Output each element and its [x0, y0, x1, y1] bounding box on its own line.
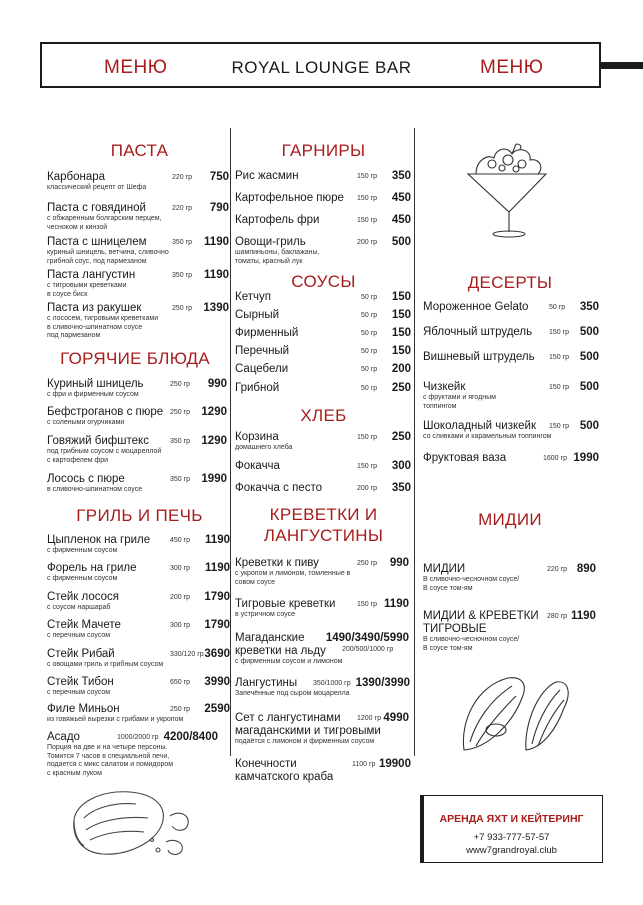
item-price: 500	[391, 236, 411, 248]
menu-item	[235, 327, 298, 340]
item-description: с лососем, тигровыми креветками	[47, 315, 159, 322]
menu-item	[47, 703, 183, 725]
item-name: магаданскими и тигровыми	[235, 725, 381, 737]
header-title: ROYAL LOUNGE BAR	[231, 58, 412, 77]
item-name: Сет с лангустинами	[235, 712, 341, 724]
item-price: 300	[391, 460, 411, 472]
section-title-desserts: ДЕСЕРТЫ	[467, 273, 553, 292]
item-description: с перечным соусом	[47, 689, 111, 696]
item-name: Куриный шницель	[47, 378, 144, 390]
item-weight: 50 гр	[361, 385, 378, 392]
item-name: камчатского краба	[235, 771, 334, 783]
item-weight: 300 гр	[170, 622, 191, 629]
item-weight: 150 гр	[357, 601, 378, 608]
menu-item	[47, 378, 144, 400]
item-price: 990	[389, 557, 409, 569]
item-name: Асадо	[47, 731, 80, 743]
item-description: под пармезаном	[47, 332, 101, 339]
item-price: 350	[391, 482, 411, 494]
item-description: подается с микс салатом и помидором	[47, 761, 174, 768]
menu-item	[423, 420, 552, 442]
item-weight: 350 гр	[172, 272, 193, 279]
item-description: с перечным соусом	[47, 632, 111, 639]
item-weight: 50 гр	[361, 330, 378, 337]
item-name: Овощи-гриль	[235, 236, 306, 248]
item-description: шампиньоны, баклажаны,	[235, 249, 320, 256]
item-name: креветки на льду	[235, 645, 326, 657]
item-weight: 280 гр	[547, 613, 568, 620]
menu-item	[47, 534, 150, 556]
item-price: 990	[207, 378, 227, 390]
item-description: Запечённые под сыром моцарелла	[235, 690, 350, 697]
item-name: Перечный	[235, 345, 290, 357]
item-description: с тигровыми креветками	[47, 282, 127, 289]
item-description: с укропом и лимоном, томленные в	[235, 570, 351, 577]
menu-item	[235, 363, 288, 376]
item-description: в соусе биск	[47, 290, 88, 298]
item-price: 200	[391, 363, 411, 375]
menu-item	[235, 291, 271, 304]
item-name: Креветки к пиву	[235, 557, 319, 569]
item-price: 1190	[384, 598, 409, 610]
item-price: 1290	[201, 435, 227, 447]
item-description: грибной соус, под пармезаном	[47, 257, 147, 265]
item-weight: 200 гр	[170, 594, 191, 601]
item-price: 450	[391, 214, 411, 226]
item-name: Филе Миньон	[47, 703, 120, 715]
item-description: с фруктами и ягодным	[423, 394, 496, 401]
menu-item	[423, 452, 506, 465]
item-price: 150	[391, 309, 411, 321]
item-name: Яблочный штрудель	[423, 326, 533, 338]
item-weight: 150 гр	[357, 217, 378, 224]
menu-item	[235, 309, 279, 322]
item-weight: 350 гр	[170, 476, 191, 483]
menu-item	[423, 326, 532, 339]
section-title-pasta: ПАСТА	[110, 141, 169, 160]
item-description: в сливочно-шпинатном соусе	[47, 486, 143, 493]
menu-item	[47, 302, 158, 341]
menu-item	[47, 591, 119, 613]
item-price: 1390/3990	[355, 677, 410, 689]
item-description: классический рецепт от Шефа	[47, 184, 147, 191]
item-name: Сацебели	[235, 363, 289, 375]
column-divider-2	[414, 128, 415, 756]
item-name: Кетчуп	[235, 291, 271, 303]
section-title-shrimp: КРЕВЕТКИ И ЛАНГУСТИНЫ	[263, 505, 384, 545]
item-description: чесноком и кинзой	[47, 223, 108, 231]
item-description: с овощами гриль и грибным соусом	[47, 661, 164, 668]
item-description: с красным луком	[47, 769, 102, 777]
item-price: 1190	[205, 534, 230, 546]
menu-item	[47, 406, 163, 428]
section-title-mussels: МИДИИ	[478, 510, 542, 529]
item-weight: 50 гр	[361, 294, 378, 301]
item-description: в сливочно-шпинатном соусе	[47, 323, 143, 331]
item-description: В соусе том-ям	[423, 584, 473, 592]
item-price: 250	[391, 431, 411, 443]
header-menu-right: МЕНЮ	[480, 57, 544, 78]
item-name: Картофельное пюре	[235, 192, 344, 204]
item-price: 500	[579, 351, 599, 363]
menu-item	[47, 619, 121, 641]
item-description: с фри и фирменным соусом	[47, 391, 139, 398]
item-weight: 50 гр	[361, 312, 378, 319]
item-weight: 1600 гр	[543, 455, 567, 462]
item-price: 500	[579, 326, 599, 338]
item-price: 1990	[573, 452, 599, 464]
item-name: Шоколадный чизкейк	[423, 420, 536, 432]
item-description: с соусом наршараб	[47, 604, 111, 611]
item-weight: 250 гр	[170, 706, 191, 713]
item-weight: 220 гр	[547, 566, 568, 573]
item-weight: 150 гр	[357, 173, 378, 180]
item-description: домашнего хлеба	[235, 444, 293, 451]
item-price: 350	[391, 170, 411, 182]
item-description: с обжаренным болгарским перцем,	[47, 215, 162, 222]
item-description: с картофелем фри	[47, 456, 109, 464]
item-name: Тигровые креветки	[235, 598, 336, 610]
item-name: Форель на гриле	[47, 562, 137, 574]
item-weight: 200 гр	[357, 239, 378, 246]
item-weight: 300 гр	[170, 565, 191, 572]
menu-item	[47, 473, 142, 495]
menu-item	[235, 431, 292, 453]
item-price: 1190	[571, 610, 596, 622]
item-name: Чизкейк	[423, 381, 466, 393]
menu-item	[47, 236, 169, 266]
menu-item	[235, 758, 333, 784]
item-weight: 250 гр	[170, 381, 191, 388]
item-name: Фирменный	[235, 327, 299, 339]
item-weight: 220 гр	[172, 174, 193, 181]
header-menu-left: МЕНЮ	[104, 57, 168, 78]
item-weight: 150 гр	[549, 329, 570, 336]
item-name: Вишневый штрудель	[423, 351, 535, 363]
item-weight: 150 гр	[549, 423, 570, 430]
menu-item	[47, 562, 137, 584]
item-price: 1790	[204, 619, 230, 631]
item-name: Грибной	[235, 382, 280, 394]
item-name: Стейк Рибай	[47, 648, 115, 660]
item-weight: 50 гр	[361, 366, 378, 373]
menu-item	[235, 170, 299, 183]
item-weight: 150 гр	[357, 434, 378, 441]
steak-icon	[66, 780, 196, 870]
item-price: 500	[579, 381, 599, 393]
menu-item	[235, 598, 335, 620]
item-weight: 1100 гр	[352, 761, 376, 768]
menu-item	[235, 482, 322, 495]
item-name: Фокачча с песто	[235, 482, 322, 494]
item-price: 750	[209, 171, 229, 183]
item-description: В сливочно-чесночном соусе/	[423, 636, 520, 643]
item-weight: 50 гр	[549, 304, 566, 311]
menu-item	[47, 648, 163, 670]
item-name: Стейк Тибон	[47, 676, 114, 688]
item-name: Корзина	[235, 431, 279, 443]
menu-item	[423, 563, 519, 593]
menu-item	[47, 269, 135, 299]
section-title-sides: ГАРНИРЫ	[281, 141, 366, 160]
item-description: из говяжьей вырезки с грибами и укропом	[47, 716, 184, 723]
item-weight: 200 гр	[357, 485, 378, 492]
menu-item	[235, 192, 344, 205]
item-weight: 150 гр	[357, 195, 378, 202]
catering-phone[interactable]: +7 933-777-57-57	[473, 832, 550, 843]
item-name: Лосось с пюре	[47, 473, 125, 485]
item-price: 4990	[383, 712, 409, 724]
item-name: Лангустины	[235, 677, 298, 689]
menu-item	[423, 301, 528, 314]
column-divider-1	[230, 128, 231, 756]
martini-glass-icon	[462, 140, 552, 240]
item-description: под грибным соусом с моцареллой	[47, 448, 162, 455]
item-name: Мороженное Gelato	[423, 301, 529, 313]
menu-item	[47, 202, 162, 232]
item-price: 3690	[204, 648, 230, 660]
item-price: 1190	[204, 236, 229, 248]
item-weight: 330/120 гр	[170, 651, 204, 658]
item-name: Карбонара	[47, 171, 106, 183]
item-name: Картофель фри	[235, 214, 320, 226]
item-description: Томится 7 часов в специальной печи,	[47, 752, 170, 760]
item-price: 1490/3490/5990	[325, 632, 409, 644]
item-description: со сливками и карамельным топпингом	[423, 433, 552, 440]
item-description: с фирменным соусом и лимоном	[235, 658, 343, 665]
item-name: Стейк лосося	[47, 591, 119, 603]
item-weight: 250 гр	[170, 409, 191, 416]
item-weight: 350/1000 гр	[313, 680, 351, 687]
item-price: 1990	[201, 473, 227, 485]
menu-item	[47, 171, 146, 193]
item-description: В сливочно-чесночном соусе/	[423, 576, 520, 583]
item-description: подаётся с лимоном и фирменным соусом	[235, 738, 375, 745]
item-name: Рис жасмин	[235, 170, 299, 182]
section-title-hot: ГОРЯЧИЕ БЛЮДА	[60, 349, 210, 368]
item-price: 150	[391, 345, 411, 357]
item-name: МИДИИ	[423, 563, 466, 575]
section-title-sauces: СОУСЫ	[291, 272, 356, 291]
item-price: 500	[579, 420, 599, 432]
item-name: Паста лангустин	[47, 269, 136, 281]
menu-item	[235, 460, 280, 473]
item-price: 3990	[204, 676, 230, 688]
item-name: Паста с говядиной	[47, 202, 146, 214]
menu-item	[235, 236, 320, 266]
section-title-grill: ГРИЛЬ И ПЕЧЬ	[76, 506, 203, 525]
item-weight: 150 гр	[549, 384, 570, 391]
item-price: 250	[391, 382, 411, 394]
item-name: Говяжий бифштекс	[47, 435, 149, 447]
item-price: 1390	[203, 302, 229, 314]
item-name: Сырный	[235, 309, 280, 321]
item-description: томаты, красный лук	[235, 257, 303, 265]
menu-item	[47, 435, 161, 465]
item-weight: 220 гр	[172, 205, 193, 212]
item-weight: 450 гр	[170, 537, 191, 544]
item-name: Цыпленок на гриле	[47, 534, 151, 546]
item-name: ТИГРОВЫЕ	[423, 623, 487, 635]
item-name: Фокачча	[235, 460, 280, 472]
item-price: 150	[391, 291, 411, 303]
item-price: 890	[576, 563, 596, 575]
item-price: 4200/8400	[163, 731, 218, 743]
item-name: МИДИИ & КРЕВЕТКИ	[423, 610, 539, 622]
item-name: Стейк Мачете	[47, 619, 121, 631]
item-weight: 150 гр	[357, 463, 378, 470]
item-description: Порция на две и на четыре персоны.	[47, 744, 168, 751]
item-weight: 200/500/1000 гр	[342, 646, 394, 653]
menu-item	[235, 214, 319, 227]
menu-item	[235, 557, 350, 587]
item-name: Паста с шницелем	[47, 236, 147, 248]
item-weight: 350 гр	[172, 239, 193, 246]
catering-website[interactable]: www7grandroyal.club	[466, 845, 557, 856]
item-price: 790	[209, 202, 229, 214]
item-name: Фруктовая ваза	[423, 452, 507, 464]
menu-item	[235, 345, 289, 358]
item-price: 19900	[379, 758, 411, 770]
item-price: 150	[391, 327, 411, 339]
item-price: 1790	[204, 591, 230, 603]
item-description: совом соусе	[235, 578, 275, 586]
item-weight: 650 гр	[170, 679, 191, 686]
item-description: с фирменным соусом	[47, 547, 118, 554]
item-weight: 50 гр	[361, 348, 378, 355]
catering-title: АРЕНДА ЯХТ И КЕЙТЕРИНГ	[439, 813, 584, 825]
item-name: Конечности	[235, 758, 297, 770]
item-price: 350	[579, 301, 599, 313]
item-description: с фирменным соусом	[47, 575, 118, 582]
item-weight: 250 гр	[172, 305, 193, 312]
item-weight: 1000/2000 гр	[117, 734, 159, 741]
item-weight: 350 гр	[170, 438, 191, 445]
item-weight: 150 гр	[549, 354, 570, 361]
item-weight: 250 гр	[357, 560, 378, 567]
menu-item	[47, 676, 114, 698]
item-price: 1190	[205, 562, 230, 574]
menu-item	[423, 351, 535, 364]
item-description: в устричном соусе	[235, 611, 295, 618]
section-title-bread: ХЛЕБ	[300, 406, 347, 425]
item-price: 450	[391, 192, 411, 204]
mussel-icon	[456, 672, 574, 762]
item-description: В соусе том-ям	[423, 644, 473, 652]
item-name: Бефстроганов с пюре	[47, 406, 164, 418]
menu-item	[235, 382, 279, 395]
item-description: с солеными огурчиками	[47, 419, 125, 426]
item-weight: 1200 гр	[357, 715, 381, 722]
item-name: Паста из ракушек	[47, 302, 142, 314]
item-name: Магаданские	[235, 632, 305, 644]
item-price: 1190	[204, 269, 229, 281]
item-price: 1290	[201, 406, 227, 418]
item-description: куриный шницель, ветчина, сливочно	[47, 249, 169, 256]
menu-item	[423, 610, 539, 653]
item-description: топпингом	[423, 402, 457, 410]
item-price: 2590	[204, 703, 230, 715]
menu-item	[423, 381, 496, 411]
